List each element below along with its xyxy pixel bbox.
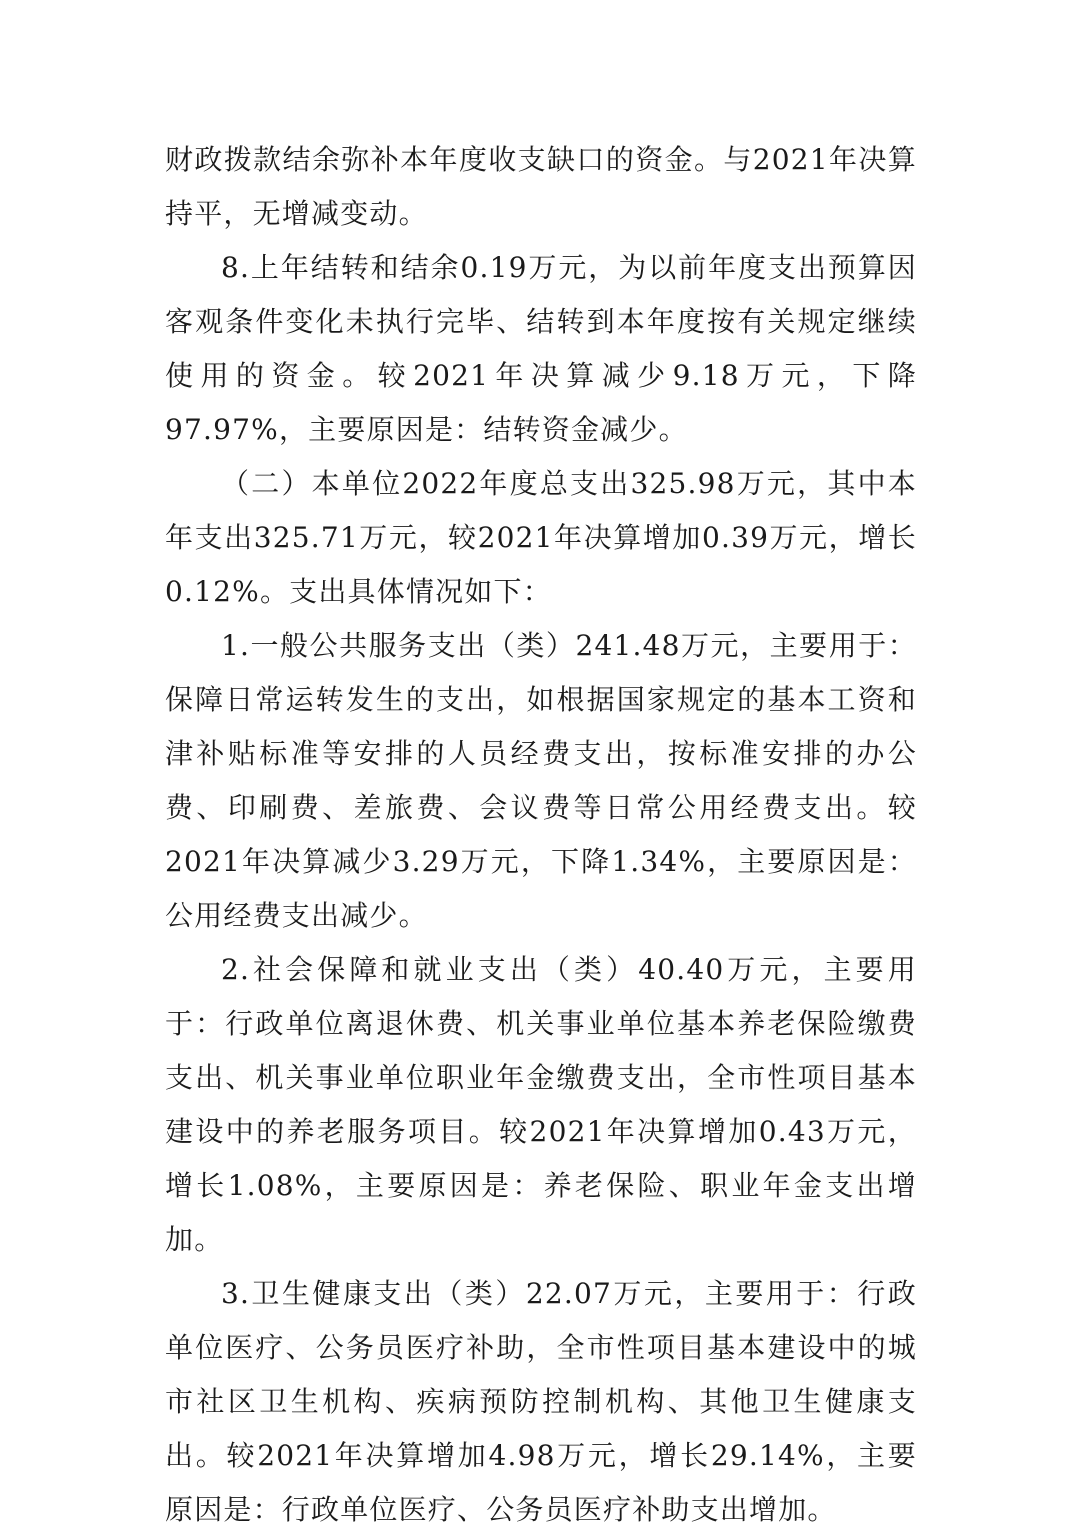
paragraph-total-expenditure: （二）本单位2022年度总支出325.98万元，其中本年支出325.71万元，较2021年决算增加0.39万元，增长0.12%。支出具体情况如下： [165, 467, 917, 608]
document-body [165, 133, 917, 1537]
paragraph-general-public-services: 1.一般公共服务支出（类）241.48万元，主要用于：保障日常运转发生的支出，如根据国家规定的基本工资和津补贴标准等安排的人员经费支出，按标准安排的办公费、印刷费、差旅费、会议费等日常公用经费支出。较2021年决算减少3.29万元，下降1.34%，主要原因是：公用经费支出减少。 [165, 629, 917, 932]
paragraph-prior-year-carryover: 8.上年结转和结余0.19万元，为以前年度支出预算因客观条件变化未执行完毕、结转到本年度按有关规定继续使用的资金。较2021年决算减少9.18万元，下降97.97%，主要原因是：结转资金减少。 [165, 251, 917, 446]
paragraph-health: 3.卫生健康支出（类）22.07万元，主要用于：行政单位医疗、公务员医疗补助，全市性项目基本建设中的城市社区卫生机构、疾病预防控制机构、其他卫生健康支出。较2021年决算增加4.98万元，增长29.14%，主要原因是：行政单位医疗、公务员医疗补助支出增加。 [165, 1277, 917, 1526]
paragraph-social-security: 2.社会保障和就业支出（类）40.40万元，主要用于：行政单位离退休费、机关事业单位基本养老保险缴费支出、机关事业单位职业年金缴费支出，全市性项目基本建设中的养老服务项目。较2021年决算增加0.43万元，增长1.08%，主要原因是：养老保险、职业年金支出增加。 [165, 953, 917, 1256]
paragraph-funding-balance: 财政拨款结余弥补本年度收支缺口的资金。与2021年决算持平，无增减变动。 [165, 143, 917, 230]
